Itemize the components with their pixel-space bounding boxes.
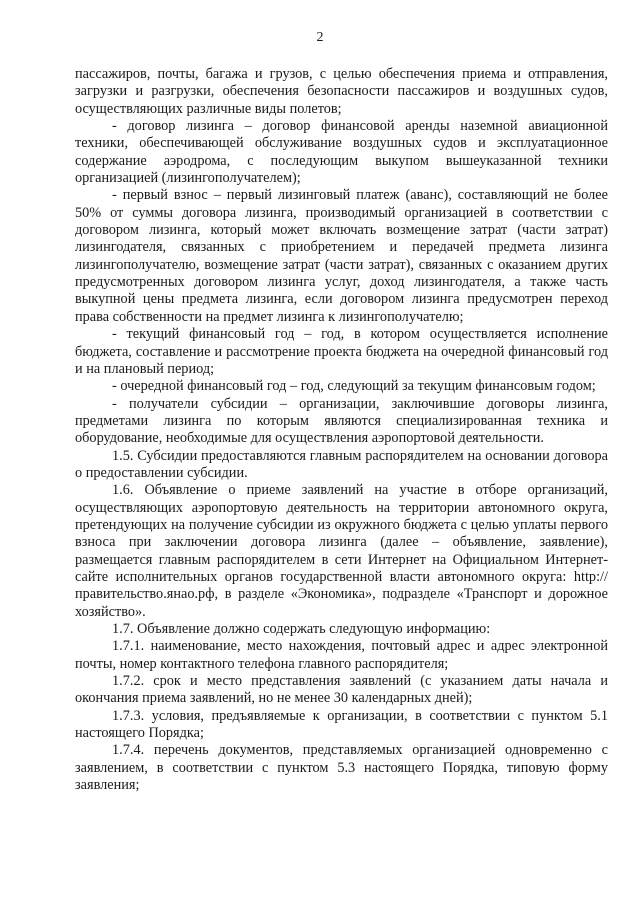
paragraph-definition-first-payment: - первый взнос – первый лизинговый платеж (аванс), составляющий не более 50% от суммы договора лизинга, производимый организацией в соответствии с договором лизинга, который может включать возмещение затрат (части затрат) лизингодателя, связанных с приобретением и передачей предмета лизинга лизингополучателю, возмещение затрат (части затрат), связанных с оказанием других предусмотренных договором лизинга услуг, доход лизингодателя, а также часть выкупной цены предмета лизинга, если договором лизинга предусмотрен переход права собственности на предмет лизинга к лизингополучателю;	[75, 187, 608, 325]
paragraph-1-5: 1.5. Субсидии предоставляются главным распорядителем на основании договора о предоставлении субсидии.	[75, 447, 608, 481]
paragraph-definition-next-year: - очередной финансовый год – год, следующий за текущим финансовым годом;	[112, 378, 596, 395]
paragraph-1-6: 1.6. Объявление о приеме заявлений на участие в отборе организаций, осуществляющих аэропортовую деятельность на территории автономного округа, претендующих на получение субсидии из окружного бюджета с целью уплаты первого взноса при заключении договора лизинга (далее – объявление, заявление), размещается главным распорядителем в сети Интернет на Официальном Интернет-сайте исполнительных органов государственной власти автономного округа: http://правительство.янао.рф, в разделе «Экономика», подразделе «Транспорт и дорожное хозяйство».	[75, 482, 608, 620]
paragraph-definition-recipients: - получатели субсидии – организации, заключившие договоры лизинга, предметами лизинга по которым являются специализированная техника и оборудование, необходимые для осуществления аэропортовой деятельности.	[75, 395, 608, 447]
paragraph-1-7-3: 1.7.3. условия, предъявляемые к организации, в соответствии с пунктом 5.1 настоящего Порядка;	[75, 707, 608, 742]
paragraph-1-7-1: 1.7.1. наименование, место нахождения, почтовый адрес и адрес электронной почты, номер контактного телефона главного распорядителя;	[75, 638, 608, 672]
page-number: 2	[316, 30, 324, 45]
paragraph-1-7-4: 1.7.4. перечень документов, представляемых организацией одновременно с заявлением, в соответствии с пунктом 5.3 настоящего Порядка, типовую форму заявления;	[75, 742, 608, 794]
paragraph-definition-leasing-contract: - договор лизинга – договор финансовой аренды наземной авиационной техники, обеспечивающей обслуживание воздушных судов и эксплуатационное содержание аэродрома, с последующим выкупом вышеуказанной техники организацией (лизингополучателем);	[75, 118, 608, 187]
document-body	[75, 66, 608, 794]
paragraph-continuation: пассажиров, почты, багажа и грузов, с целью обеспечения приема и отправления, загрузки и разгрузки, обеспечения безопасности пассажиров и воздушных судов, осуществляющих различные виды полетов;	[75, 66, 608, 117]
paragraph-definition-current-year: - текущий финансовый год – год, в котором осуществляется исполнение бюджета, составление и рассмотрение проекта бюджета на очередной финансовый год и на плановый период;	[75, 326, 608, 377]
paragraph-1-7-2: 1.7.2. срок и место представления заявлений (с указанием даты начала и окончания приема заявлений, но не менее 30 календарных дней);	[75, 673, 608, 707]
paragraph-1-7: 1.7. Объявление должно содержать следующую информацию:	[112, 621, 491, 637]
